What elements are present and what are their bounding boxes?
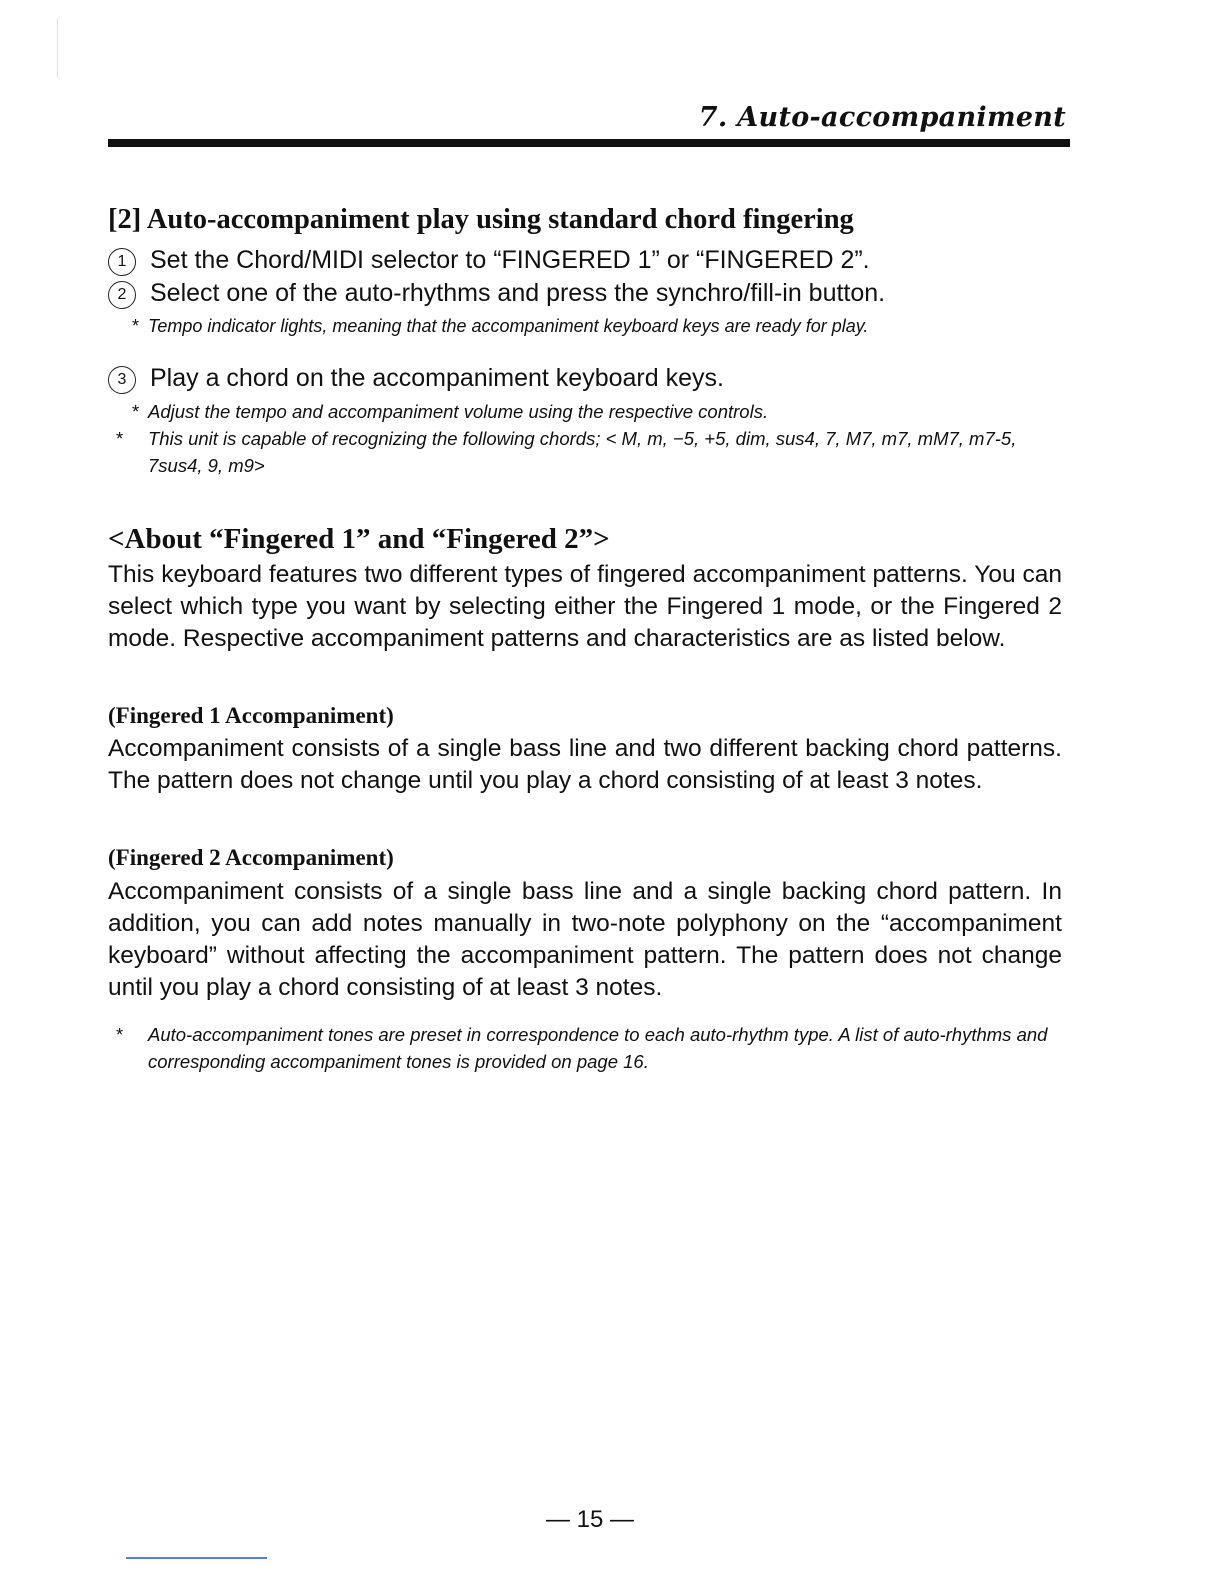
note-text: Adjust the tempo and accompaniment volume using the respective controls. [148,401,769,422]
note-tempo-volume [132,398,1067,425]
fingered-1-paragraph: Accompaniment consists of a single bass line and two different backing chord patterns. The pattern does not change until you play a chord consisting of at least 3 notes. [108,735,1062,794]
footer-rule [126,1557,267,1559]
header-rule [108,139,1070,147]
note-text: Tempo indicator lights, meaning that the accompaniment keyboard keys are ready for play. [148,316,869,336]
section-heading-standard-fingering: [2] Auto-accompaniment play using standard chord fingering [108,204,854,235]
step-text: Set the Chord/MIDI selector to “FINGERED 1” or “FINGERED 2”. [150,246,870,274]
note-tempo-indicator [132,313,1067,340]
note-recognized-chords [116,425,1068,479]
step-2 [108,277,1070,309]
note-asterisk: * [116,1024,124,1045]
step-text: Play a chord on the accompaniment keyboard keys. [150,364,724,392]
note-text: This unit is capable of recognizing the following chords; < M, m, −5, +5, dim, sus4, 7, M7, m7, mM7, m7-5, 7sus4, 9, m9> [148,428,1017,476]
footnote-accompaniment-tones [116,1021,1068,1075]
note-asterisk: * [116,428,124,449]
note-asterisk: * [132,401,140,422]
section-heading-about-fingered: <About “Fingered 1” and “Fingered 2”> [108,523,610,555]
step-3 [108,362,1070,394]
step-number-badge: 3 [108,366,136,394]
step-1 [108,244,1070,276]
scan-margin-mark [57,18,58,78]
note-asterisk: * [132,316,140,336]
step-number-badge: 1 [108,248,136,276]
page-number: — 15 — [545,1506,635,1533]
note-text: Auto-accompaniment tones are preset in correspondence to each auto-rhythm type. A list of auto-rhythms and corresponding accompaniment tones is provided on page 16. [148,1024,1048,1072]
step-text: Select one of the auto-rhythms and press the synchro/fill-in button. [150,279,886,307]
chapter-title: 7. Auto-accompaniment [698,102,1066,133]
fingered-2-paragraph: Accompaniment consists of a single bass line and a single backing chord pattern. In addition, you can add notes manually in two-note polyphony on the “accompaniment keyboard” without affecting the accompaniment pattern. The pattern does not change until you play a chord consisting of at least 3 notes. [108,878,1062,1001]
intro-paragraph: This keyboard features two different types of fingered accompaniment patterns. You can select which type you want by selecting either the Fingered 1 mode, or the Fingered 2 mode. Respective accompaniment patterns and characteristics are as listed below. [108,561,1062,652]
fingered-2-heading: (Fingered 2 Accompaniment) [108,845,394,870]
step-number-badge: 2 [108,281,136,309]
fingered-1-heading: (Fingered 1 Accompaniment) [108,703,394,728]
